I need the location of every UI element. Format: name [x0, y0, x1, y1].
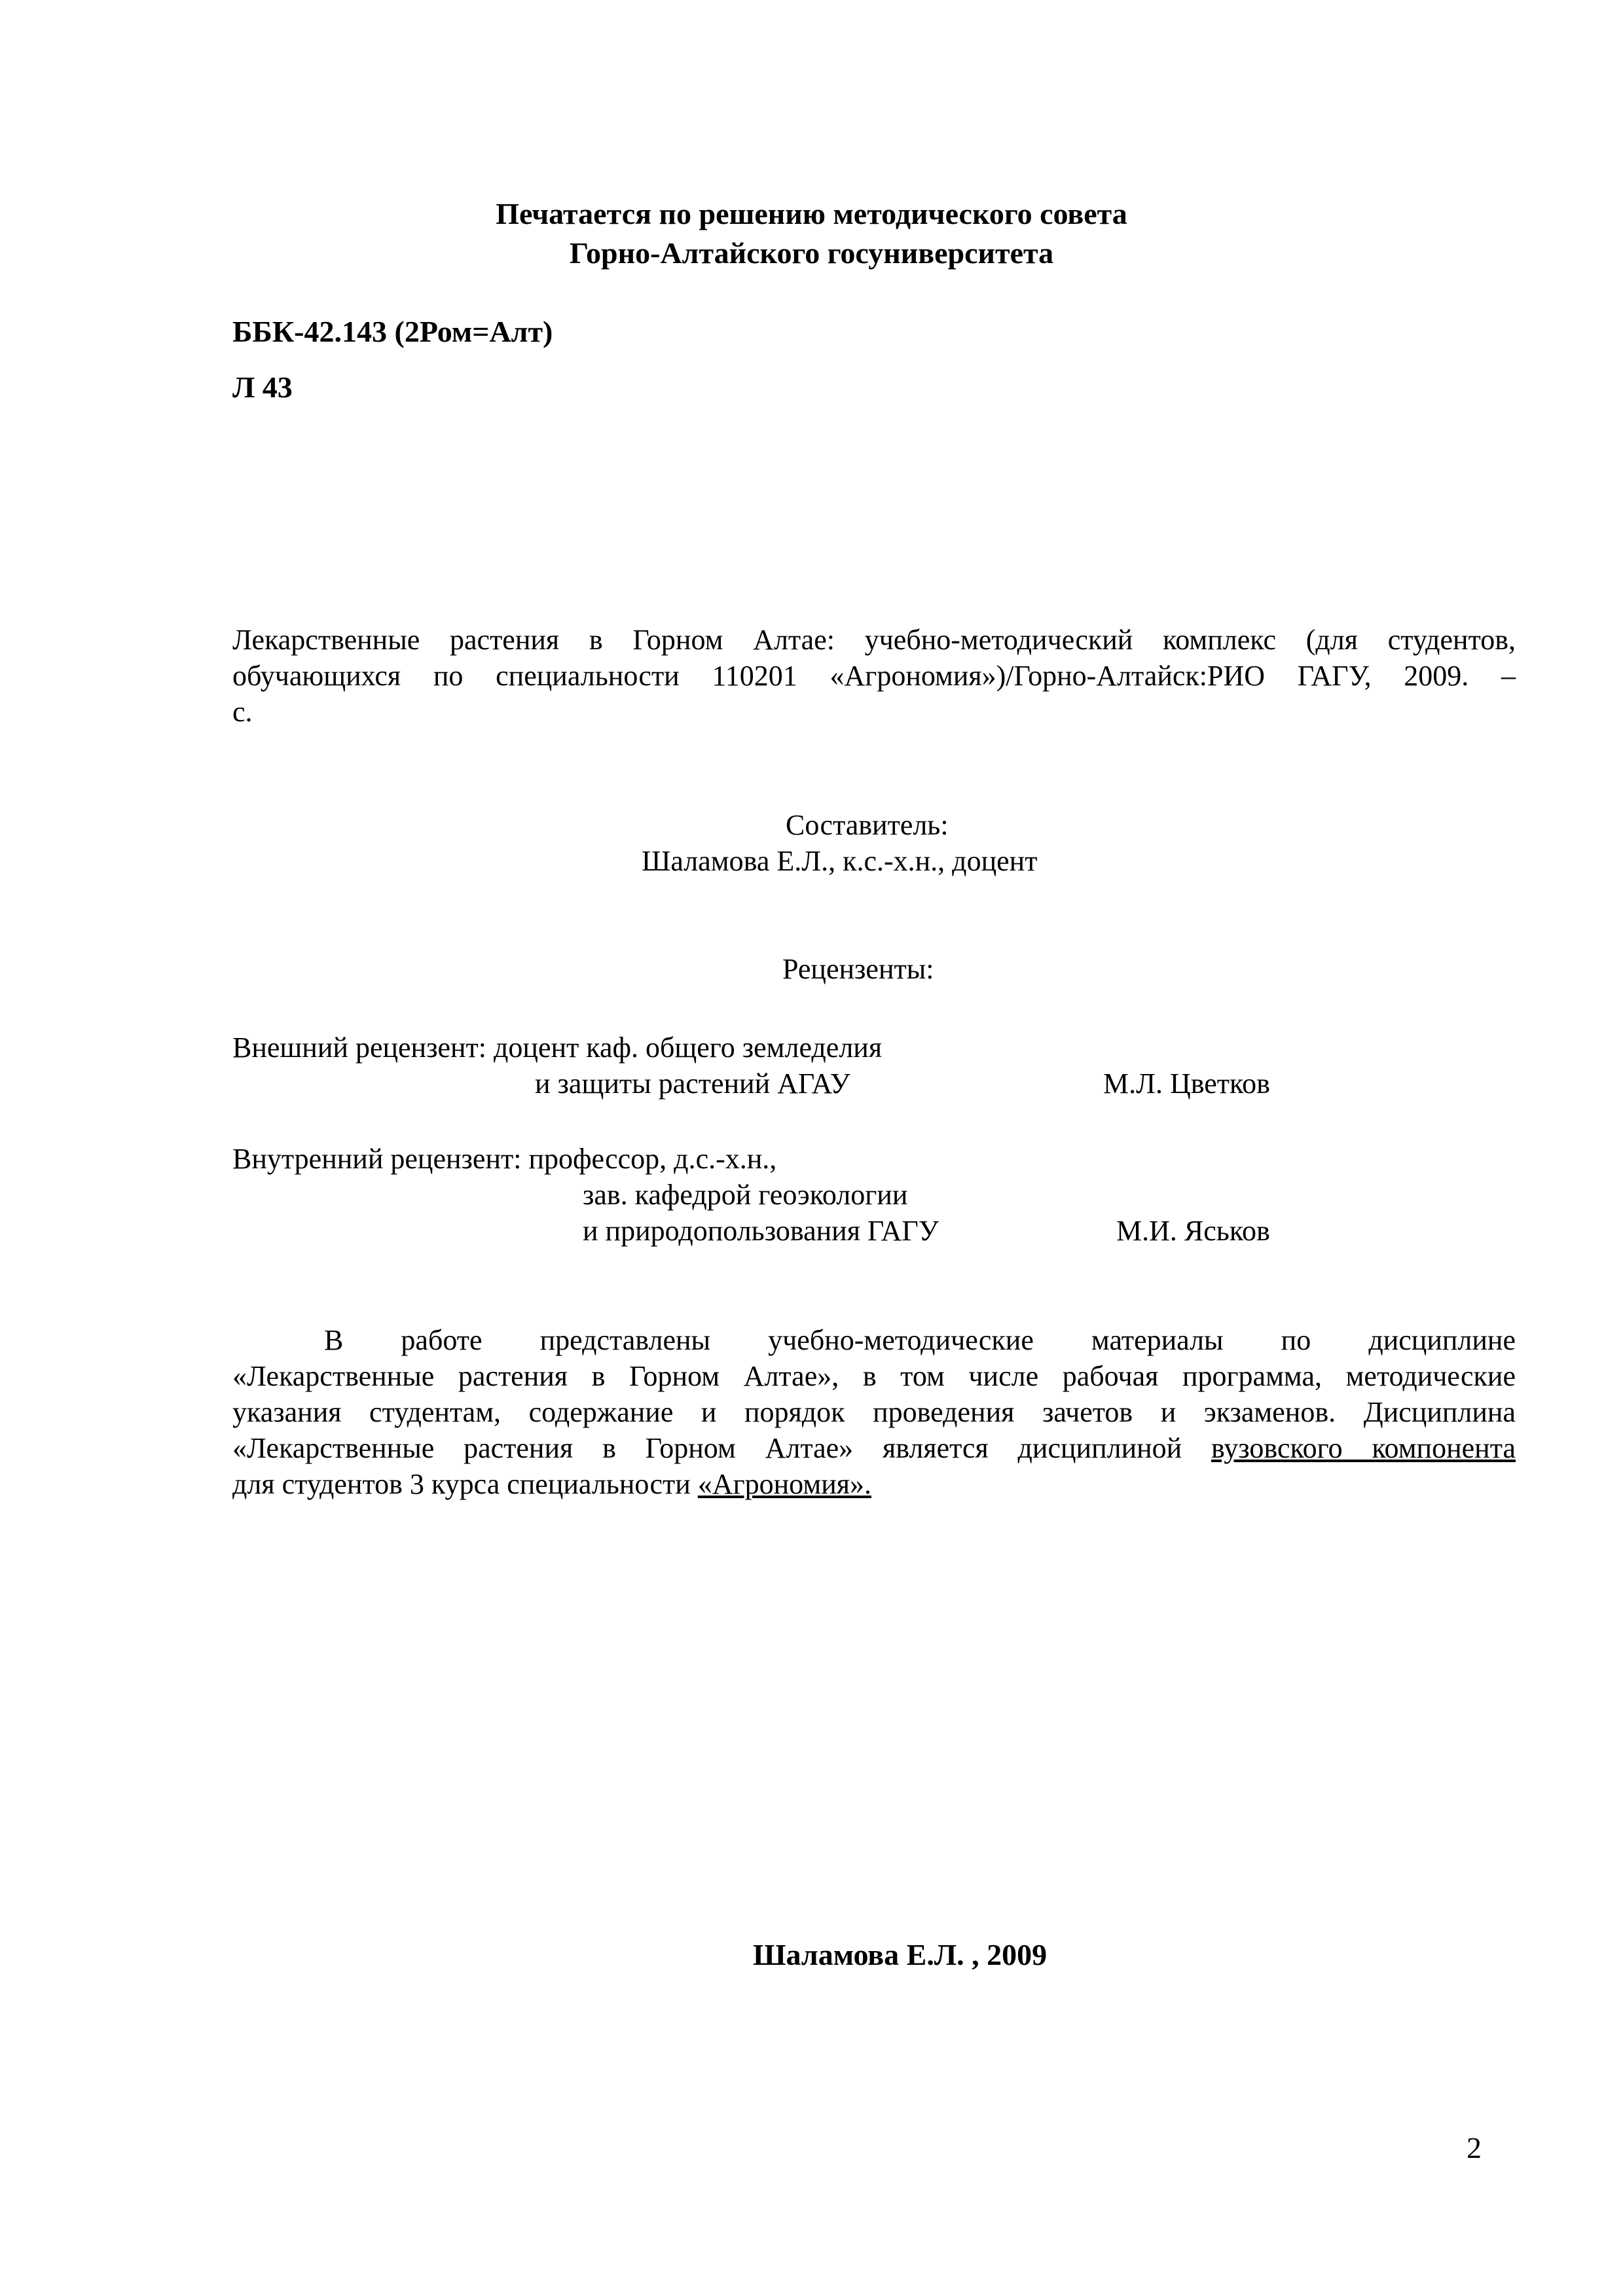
- reviewers-label: Рецензенты:: [782, 953, 934, 985]
- university-component-link[interactable]: вузовского компонента: [1211, 1432, 1516, 1464]
- header-line-1: Печатается по решению методического совета: [496, 197, 1127, 230]
- page-number: 2: [1467, 2131, 1482, 2164]
- copyright: Шаламова Е.Л. , 2009: [753, 1938, 1048, 1971]
- internal-reviewer-line-3: и природопользования ГАГУ: [583, 1215, 939, 1247]
- compiler-label: Составитель:: [786, 809, 949, 841]
- compiler-name: Шаламова Е.Л., к.с.-х.н., доцент: [642, 845, 1038, 877]
- citation-line-2: обучающихся по специальности 110201 «Агрономия»)/Горно-Алтайск:РИО ГАГУ, 2009. –: [232, 660, 1516, 692]
- author-index: Л 43: [232, 370, 293, 404]
- agronomy-link[interactable]: «Агрономия».: [697, 1468, 871, 1500]
- abstract-line-4-text: «Лекарственные растения в Горном Алтае» является дисциплиной: [232, 1432, 1212, 1464]
- citation: [232, 622, 1516, 730]
- internal-reviewer-name: М.И. Яськов: [1116, 1215, 1270, 1247]
- abstract-line-5-text: для студентов 3 курса специальности: [232, 1468, 698, 1500]
- abstract-line-4: [232, 1430, 1516, 1466]
- header-line-2: Горно-Алтайского госуниверситета: [569, 236, 1054, 270]
- external-reviewer-line-2: и защиты растений АГАУ: [535, 1067, 850, 1100]
- citation-line-1: Лекарственные растения в Горном Алтае: учебно-методический комплекс (для студентов,: [232, 624, 1516, 656]
- external-reviewer-line-1: Внешний рецензент: доцент каф. общего земледелия: [232, 1031, 883, 1064]
- citation-line-3: с.: [232, 696, 253, 728]
- abstract-line-2: «Лекарственные растения в Горном Алтае», в том числе рабочая программа, методические: [232, 1360, 1516, 1392]
- bbk-code: ББК-42.143 (2Ром=Алт): [232, 315, 553, 348]
- internal-reviewer-line-1: Внутренний рецензент: профессор, д.с.-х.н.,: [232, 1143, 777, 1175]
- abstract-line-5: [232, 1466, 1516, 1502]
- abstract-line-1: В работе представлены учебно-методические материалы по дисциплине: [324, 1324, 1516, 1356]
- external-reviewer-name: М.Л. Цветков: [1103, 1067, 1270, 1100]
- internal-reviewer-line-2: зав. кафедрой геоэкологии: [583, 1179, 908, 1211]
- abstract-line-3: указания студентам, содержание и порядок проведения зачетов и экзаменов. Дисциплина: [232, 1396, 1516, 1428]
- abstract: [232, 1322, 1516, 1502]
